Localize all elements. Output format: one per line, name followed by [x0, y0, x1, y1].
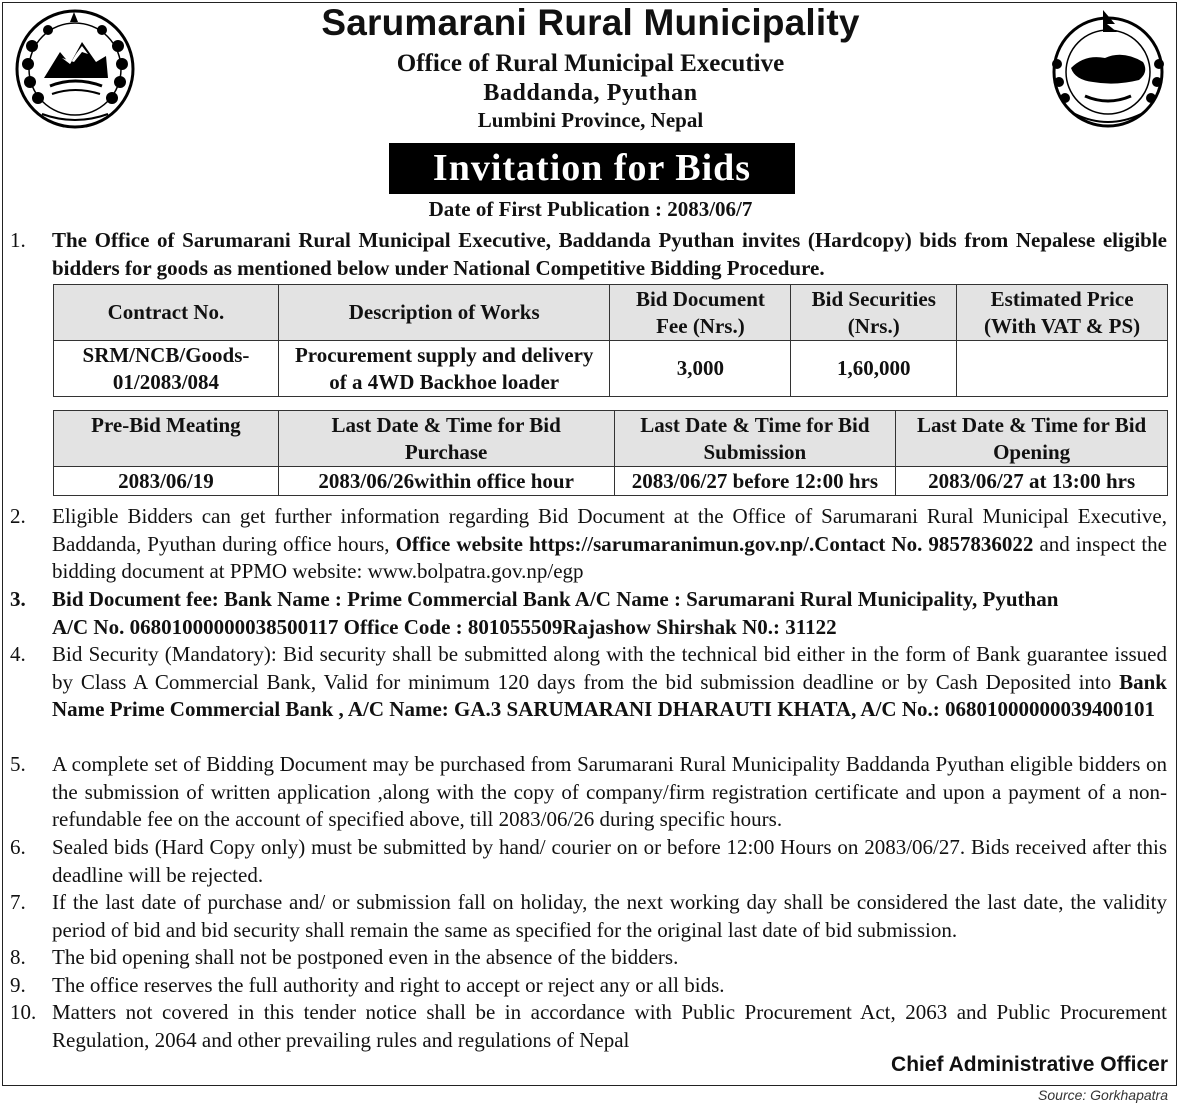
item-text: The bid opening shall not be postponed even in the absence of the bidders. [52, 945, 679, 969]
table-header-cell: Last Date & Time for Bid Purchase [278, 411, 614, 467]
table-cell: 1,60,000 [791, 341, 957, 397]
item-text: If the last date of purchase and/ or submission fall on holiday, the next working day shall be considered the last date, the validity period of bid and bid security shall remain the same as specified for the original last date of bid submission. [52, 890, 1167, 942]
table-header-cell: Pre-Bid Meating [54, 411, 279, 467]
table-header-cell: Estimated Price (With VAT & PS) [957, 285, 1168, 341]
table-header-row [54, 285, 1168, 341]
table-row [54, 341, 1168, 397]
table-header-cell: Bid Securities (Nrs.) [791, 285, 957, 341]
item-number: 5. [10, 752, 26, 776]
table-header-row [54, 411, 1168, 467]
table-cell: SRM/NCB/Goods- 01/2083/084 [54, 341, 279, 397]
item-number: 4. [10, 642, 26, 666]
table-cell: 2083/06/19 [54, 467, 279, 496]
table-header-cell: Last Date & Time for Bid Opening [896, 411, 1168, 467]
province-name: Lumbini Province, Nepal [477, 108, 704, 132]
item-text: The office reserves the full authority and right to accept or reject any or all bids. [52, 973, 725, 997]
office-location: Baddanda, Pyuthan [483, 80, 698, 106]
table-cell [957, 341, 1168, 397]
source-credit: Source: Gorkhapatra [1038, 1087, 1168, 1103]
table-header-cell: Bid Document Fee (Nrs.) [610, 285, 791, 341]
table-cell: 2083/06/26within office hour [278, 467, 614, 496]
office-name: Office of Rural Municipal Executive [396, 50, 785, 77]
schedule-table [53, 410, 1168, 496]
item-number: 3. [10, 587, 26, 611]
item-text: Bid Security (Mandatory): Bid security shall be submitted along with the technical bid either in the form of Bank guarantee issued by Class A Commercial Bank, Valid for minimum 120 days from the bid submission deadline or by Cash Deposited into Bank Name Prime Commercial Bank , A/C Name: GA.3 SARUMARANI DHARAUTI KHATA, A/C No.: 06801000000039400101 [52, 642, 1167, 721]
item-text: Eligible Bidders can get further information regarding Bid Document at the Office of Sarumarani Rural Municipal Executive, Baddanda, Pyuthan during office hours, Office website https://sarumaranimun.gov.np/.Contact No. 9857836022 and inspect the bidding document at PPMO website: www.bolpatra.gov.np/egp [52, 504, 1167, 583]
item-number: 10. [10, 1000, 37, 1024]
table-cell: 2083/06/27 at 13:00 hrs [896, 467, 1168, 496]
item-number: 9. [10, 973, 26, 997]
item-number: 2. [10, 504, 26, 528]
item-text: Sealed bids (Hard Copy only) must be submitted by hand/ courier on or before 12:00 Hours on 2083/06/27. Bids received after this deadline will be rejected. [52, 835, 1167, 887]
item-text: The Office of Sarumarani Rural Municipal Executive, Baddanda Pyuthan invites (Hardcopy) bids from Nepalese eligible bidders for goods as mentioned below under National Competitive Bidding Procedure. [52, 228, 1167, 280]
item-text: A complete set of Bidding Document may be purchased from Sarumarani Rural Municipality Baddanda Pyuthan eligible bidders on the submission of written application ,along with the copy of company/firm registration certificate and upon a payment of a non- refundable fee on the account of specified above, till 2083/06/26 during specific hours. [52, 752, 1167, 831]
item-number: 7. [10, 890, 26, 914]
contract-table [53, 284, 1168, 397]
item-number: 1. [10, 228, 26, 252]
table-row [54, 467, 1168, 496]
table-header-cell: Contract No. [54, 285, 279, 341]
item-number: 8. [10, 945, 26, 969]
item-number: 6. [10, 835, 26, 859]
table-header-cell: Description of Works [278, 285, 610, 341]
item-text: Bid Document fee: Bank Name : Prime Commercial Bank A/C Name : Sarumarani Rural Municipality, Pyuthan A/C No. 06801000000038500117 Office Code : 801055509Rajashow Shirshak N0.: 31122 [52, 587, 1059, 639]
table-cell: 2083/06/27 before 12:00 hrs [614, 467, 896, 496]
table-cell: Procurement supply and delivery of a 4WD Backhoe loader [278, 341, 610, 397]
municipality-name: Sarumarani Rural Municipality [321, 2, 860, 43]
signature-title: Chief Administrative Officer [891, 1053, 1168, 1076]
table-header-cell: Last Date & Time for Bid Submission [614, 411, 896, 467]
publication-date: Date of First Publication : 2083/06/7 [428, 197, 753, 221]
item-text: Matters not covered in this tender notice shall be in accordance with Public Procurement Act, 2063 and Public Procurement Regulation, 2064 and other prevailing rules and regulations of Nepal [52, 1000, 1167, 1052]
table-cell: 3,000 [610, 341, 791, 397]
notice-banner: Invitation for Bids [389, 143, 795, 194]
